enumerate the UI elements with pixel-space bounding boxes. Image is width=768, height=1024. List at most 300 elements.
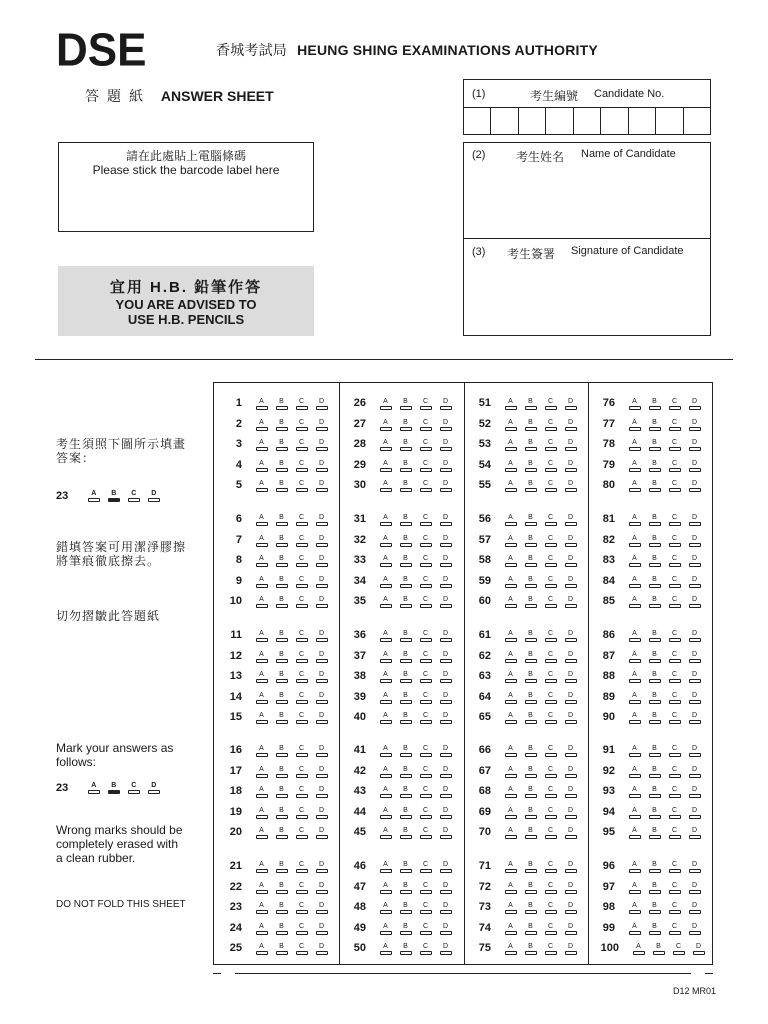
option-c-bubble[interactable] bbox=[124, 490, 143, 502]
answer-bubble[interactable] bbox=[440, 753, 452, 757]
option-c-bubble[interactable] bbox=[665, 480, 684, 492]
answer-bubble[interactable] bbox=[400, 638, 412, 642]
option-a-bubble[interactable] bbox=[252, 555, 271, 567]
answer-bubble[interactable] bbox=[505, 753, 517, 757]
answer-bubble[interactable] bbox=[256, 563, 268, 567]
option-a-bubble[interactable] bbox=[376, 712, 395, 724]
answer-bubble[interactable] bbox=[525, 794, 537, 798]
option-c-bubble[interactable] bbox=[541, 861, 560, 873]
answer-bubble[interactable] bbox=[276, 753, 288, 757]
answer-bubble[interactable] bbox=[256, 815, 268, 819]
answer-bubble[interactable] bbox=[525, 753, 537, 757]
answer-bubble[interactable] bbox=[505, 468, 517, 472]
option-d-bubble[interactable] bbox=[561, 671, 580, 683]
answer-bubble[interactable] bbox=[565, 720, 577, 724]
answer-bubble[interactable] bbox=[629, 700, 641, 704]
option-b-bubble[interactable] bbox=[645, 576, 664, 588]
option-a-bubble[interactable] bbox=[625, 671, 644, 683]
answer-bubble[interactable] bbox=[545, 659, 557, 663]
option-c-bubble[interactable] bbox=[665, 555, 684, 567]
option-c-bubble[interactable] bbox=[665, 630, 684, 642]
option-b-bubble[interactable] bbox=[272, 861, 291, 873]
option-b-bubble[interactable] bbox=[396, 671, 415, 683]
option-b-bubble[interactable] bbox=[521, 692, 540, 704]
option-d-bubble[interactable] bbox=[436, 786, 455, 798]
answer-bubble[interactable] bbox=[505, 488, 517, 492]
option-a-bubble[interactable] bbox=[376, 514, 395, 526]
answer-bubble[interactable] bbox=[400, 951, 412, 955]
option-a-bubble[interactable] bbox=[376, 902, 395, 914]
answer-bubble[interactable] bbox=[525, 700, 537, 704]
answer-bubble[interactable] bbox=[505, 659, 517, 663]
option-c-bubble[interactable] bbox=[665, 766, 684, 778]
option-b-bubble[interactable] bbox=[645, 555, 664, 567]
answer-bubble[interactable] bbox=[276, 522, 288, 526]
answer-bubble[interactable] bbox=[256, 543, 268, 547]
option-b-bubble[interactable] bbox=[521, 882, 540, 894]
option-c-bubble[interactable] bbox=[541, 692, 560, 704]
option-c-bubble[interactable] bbox=[292, 766, 311, 778]
answer-bubble[interactable] bbox=[669, 910, 681, 914]
option-c-bubble[interactable] bbox=[416, 596, 435, 608]
answer-bubble[interactable] bbox=[669, 890, 681, 894]
answer-bubble[interactable] bbox=[380, 794, 392, 798]
answer-bubble[interactable] bbox=[400, 563, 412, 567]
option-d-bubble[interactable] bbox=[561, 460, 580, 472]
answer-bubble[interactable] bbox=[629, 835, 641, 839]
option-a-bubble[interactable] bbox=[252, 943, 271, 955]
answer-bubble[interactable] bbox=[629, 604, 641, 608]
answer-bubble[interactable] bbox=[380, 638, 392, 642]
option-d-bubble[interactable] bbox=[685, 419, 704, 431]
option-d-bubble[interactable] bbox=[312, 943, 331, 955]
answer-bubble[interactable] bbox=[669, 835, 681, 839]
option-b-bubble[interactable] bbox=[521, 460, 540, 472]
option-b-bubble[interactable] bbox=[272, 943, 291, 955]
answer-bubble[interactable] bbox=[525, 543, 537, 547]
option-c-bubble[interactable] bbox=[416, 861, 435, 873]
option-b-bubble[interactable] bbox=[396, 712, 415, 724]
answer-bubble[interactable] bbox=[649, 522, 661, 526]
answer-bubble[interactable] bbox=[649, 700, 661, 704]
option-c-bubble[interactable] bbox=[416, 535, 435, 547]
option-d-bubble[interactable] bbox=[436, 943, 455, 955]
answer-bubble[interactable] bbox=[400, 774, 412, 778]
option-b-bubble[interactable] bbox=[272, 902, 291, 914]
option-b-bubble[interactable] bbox=[272, 882, 291, 894]
answer-bubble[interactable] bbox=[689, 869, 701, 873]
option-d-bubble[interactable] bbox=[685, 902, 704, 914]
option-c-bubble[interactable] bbox=[541, 827, 560, 839]
option-a-bubble[interactable] bbox=[252, 460, 271, 472]
answer-bubble[interactable] bbox=[420, 427, 432, 431]
answer-bubble[interactable] bbox=[689, 835, 701, 839]
option-b-bubble[interactable] bbox=[396, 419, 415, 431]
option-d-bubble[interactable] bbox=[561, 576, 580, 588]
answer-bubble[interactable] bbox=[316, 774, 328, 778]
option-d-bubble[interactable] bbox=[561, 902, 580, 914]
answer-bubble[interactable] bbox=[316, 468, 328, 472]
answer-bubble[interactable] bbox=[545, 604, 557, 608]
answer-bubble[interactable] bbox=[276, 659, 288, 663]
option-b-bubble[interactable] bbox=[521, 671, 540, 683]
option-c-bubble[interactable] bbox=[416, 460, 435, 472]
answer-bubble[interactable] bbox=[649, 679, 661, 683]
answer-bubble[interactable] bbox=[440, 584, 452, 588]
option-d-bubble[interactable] bbox=[312, 439, 331, 451]
option-d-bubble[interactable] bbox=[561, 943, 580, 955]
answer-bubble[interactable] bbox=[649, 815, 661, 819]
answer-bubble[interactable] bbox=[296, 890, 308, 894]
answer-bubble[interactable] bbox=[440, 951, 452, 955]
answer-bubble[interactable] bbox=[420, 447, 432, 451]
answer-bubble[interactable] bbox=[629, 869, 641, 873]
option-c-bubble[interactable] bbox=[665, 882, 684, 894]
answer-bubble[interactable] bbox=[689, 488, 701, 492]
answer-bubble[interactable] bbox=[420, 659, 432, 663]
answer-bubble[interactable] bbox=[545, 488, 557, 492]
option-d-bubble[interactable] bbox=[312, 596, 331, 608]
answer-bubble[interactable] bbox=[316, 488, 328, 492]
option-c-bubble[interactable] bbox=[541, 514, 560, 526]
option-a-bubble[interactable] bbox=[501, 555, 520, 567]
option-a-bubble[interactable] bbox=[501, 882, 520, 894]
answer-bubble[interactable] bbox=[148, 498, 160, 502]
answer-bubble[interactable] bbox=[565, 406, 577, 410]
option-a-bubble[interactable] bbox=[252, 480, 271, 492]
answer-bubble[interactable] bbox=[420, 604, 432, 608]
option-a-bubble[interactable] bbox=[501, 419, 520, 431]
answer-bubble[interactable] bbox=[400, 679, 412, 683]
answer-bubble[interactable] bbox=[545, 835, 557, 839]
option-b-bubble[interactable] bbox=[396, 786, 415, 798]
option-d-bubble[interactable] bbox=[436, 596, 455, 608]
answer-bubble[interactable] bbox=[629, 720, 641, 724]
answer-bubble[interactable] bbox=[565, 468, 577, 472]
answer-bubble[interactable] bbox=[296, 604, 308, 608]
option-d-bubble[interactable] bbox=[685, 535, 704, 547]
option-b-bubble[interactable] bbox=[396, 576, 415, 588]
answer-bubble[interactable] bbox=[296, 700, 308, 704]
answer-bubble[interactable] bbox=[316, 794, 328, 798]
option-b-bubble[interactable] bbox=[396, 861, 415, 873]
answer-bubble[interactable] bbox=[316, 604, 328, 608]
answer-bubble[interactable] bbox=[545, 700, 557, 704]
option-a-bubble[interactable] bbox=[252, 902, 271, 914]
answer-bubble[interactable] bbox=[400, 543, 412, 547]
option-d-bubble[interactable] bbox=[312, 576, 331, 588]
option-c-bubble[interactable] bbox=[665, 712, 684, 724]
option-b-bubble[interactable] bbox=[396, 460, 415, 472]
option-d-bubble[interactable] bbox=[561, 766, 580, 778]
option-b-bubble[interactable] bbox=[521, 745, 540, 757]
answer-bubble[interactable] bbox=[545, 447, 557, 451]
answer-bubble[interactable] bbox=[296, 447, 308, 451]
option-c-bubble[interactable] bbox=[416, 923, 435, 935]
answer-bubble[interactable] bbox=[400, 427, 412, 431]
answer-bubble[interactable] bbox=[669, 427, 681, 431]
answer-bubble[interactable] bbox=[629, 774, 641, 778]
option-d-bubble[interactable] bbox=[561, 923, 580, 935]
answer-bubble[interactable] bbox=[669, 931, 681, 935]
answer-bubble[interactable] bbox=[256, 604, 268, 608]
option-c-bubble[interactable] bbox=[416, 902, 435, 914]
answer-bubble[interactable] bbox=[649, 604, 661, 608]
answer-bubble[interactable] bbox=[505, 700, 517, 704]
option-c-bubble[interactable] bbox=[669, 943, 688, 955]
answer-bubble[interactable] bbox=[276, 468, 288, 472]
option-c-bubble[interactable] bbox=[665, 460, 684, 472]
answer-bubble[interactable] bbox=[400, 890, 412, 894]
answer-bubble[interactable] bbox=[400, 659, 412, 663]
option-d-bubble[interactable] bbox=[436, 514, 455, 526]
option-a-bubble[interactable] bbox=[501, 439, 520, 451]
option-c-bubble[interactable] bbox=[292, 692, 311, 704]
option-d-bubble[interactable] bbox=[436, 827, 455, 839]
option-a-bubble[interactable] bbox=[625, 398, 644, 410]
answer-bubble[interactable] bbox=[380, 753, 392, 757]
option-a-bubble[interactable] bbox=[625, 827, 644, 839]
option-d-bubble[interactable] bbox=[436, 480, 455, 492]
option-b-bubble[interactable] bbox=[521, 651, 540, 663]
answer-bubble[interactable] bbox=[420, 931, 432, 935]
answer-bubble[interactable] bbox=[649, 869, 661, 873]
option-a-bubble[interactable] bbox=[501, 651, 520, 663]
option-a-bubble[interactable] bbox=[625, 786, 644, 798]
option-d-bubble[interactable] bbox=[312, 861, 331, 873]
option-d-bubble[interactable] bbox=[312, 692, 331, 704]
answer-bubble[interactable] bbox=[669, 869, 681, 873]
answer-bubble[interactable] bbox=[440, 659, 452, 663]
candidate-name-field[interactable] bbox=[464, 143, 710, 238]
option-a-bubble[interactable] bbox=[252, 419, 271, 431]
option-a-bubble[interactable] bbox=[252, 712, 271, 724]
answer-bubble[interactable] bbox=[669, 584, 681, 588]
answer-bubble[interactable] bbox=[629, 563, 641, 567]
option-a-bubble[interactable] bbox=[501, 630, 520, 642]
answer-bubble[interactable] bbox=[505, 931, 517, 935]
answer-bubble[interactable] bbox=[316, 427, 328, 431]
answer-bubble[interactable] bbox=[669, 543, 681, 547]
option-a-bubble[interactable] bbox=[376, 398, 395, 410]
option-a-bubble[interactable] bbox=[376, 827, 395, 839]
option-c-bubble[interactable] bbox=[416, 827, 435, 839]
answer-bubble[interactable] bbox=[649, 659, 661, 663]
option-a-bubble[interactable] bbox=[376, 439, 395, 451]
option-b-bubble[interactable] bbox=[645, 786, 664, 798]
answer-bubble[interactable] bbox=[545, 543, 557, 547]
answer-bubble[interactable] bbox=[689, 700, 701, 704]
answer-bubble[interactable] bbox=[669, 753, 681, 757]
answer-bubble[interactable] bbox=[276, 794, 288, 798]
answer-bubble[interactable] bbox=[380, 700, 392, 704]
option-a-bubble[interactable] bbox=[625, 923, 644, 935]
option-b-bubble[interactable] bbox=[272, 398, 291, 410]
option-c-bubble[interactable] bbox=[416, 480, 435, 492]
option-b-bubble[interactable] bbox=[645, 535, 664, 547]
answer-bubble[interactable] bbox=[505, 638, 517, 642]
option-b-bubble[interactable] bbox=[272, 576, 291, 588]
option-a-bubble[interactable] bbox=[252, 786, 271, 798]
answer-bubble[interactable] bbox=[316, 931, 328, 935]
option-a-bubble[interactable] bbox=[252, 514, 271, 526]
answer-bubble[interactable] bbox=[420, 563, 432, 567]
option-b-bubble[interactable] bbox=[521, 576, 540, 588]
option-d-bubble[interactable] bbox=[685, 398, 704, 410]
answer-bubble[interactable] bbox=[440, 774, 452, 778]
answer-bubble[interactable] bbox=[316, 406, 328, 410]
option-b-bubble[interactable] bbox=[272, 807, 291, 819]
option-d-bubble[interactable] bbox=[689, 943, 708, 955]
answer-bubble[interactable] bbox=[108, 498, 120, 502]
answer-bubble[interactable] bbox=[440, 543, 452, 547]
answer-bubble[interactable] bbox=[400, 835, 412, 839]
option-c-bubble[interactable] bbox=[665, 419, 684, 431]
option-b-bubble[interactable] bbox=[645, 460, 664, 472]
answer-bubble[interactable] bbox=[629, 406, 641, 410]
option-d-bubble[interactable] bbox=[312, 923, 331, 935]
answer-bubble[interactable] bbox=[296, 869, 308, 873]
option-b-bubble[interactable] bbox=[521, 514, 540, 526]
answer-bubble[interactable] bbox=[256, 910, 268, 914]
answer-bubble[interactable] bbox=[316, 584, 328, 588]
answer-bubble[interactable] bbox=[296, 584, 308, 588]
answer-bubble[interactable] bbox=[256, 522, 268, 526]
answer-bubble[interactable] bbox=[565, 659, 577, 663]
option-d-bubble[interactable] bbox=[561, 882, 580, 894]
option-b-bubble[interactable] bbox=[645, 861, 664, 873]
answer-bubble[interactable] bbox=[669, 563, 681, 567]
answer-bubble[interactable] bbox=[440, 563, 452, 567]
option-c-bubble[interactable] bbox=[541, 671, 560, 683]
option-d-bubble[interactable] bbox=[561, 514, 580, 526]
option-a-bubble[interactable] bbox=[501, 480, 520, 492]
option-c-bubble[interactable] bbox=[541, 535, 560, 547]
answer-bubble[interactable] bbox=[400, 468, 412, 472]
answer-bubble[interactable] bbox=[545, 951, 557, 955]
answer-bubble[interactable] bbox=[629, 638, 641, 642]
answer-bubble[interactable] bbox=[440, 638, 452, 642]
option-b-bubble[interactable] bbox=[645, 630, 664, 642]
answer-bubble[interactable] bbox=[316, 910, 328, 914]
answer-bubble[interactable] bbox=[256, 679, 268, 683]
option-b-bubble[interactable] bbox=[272, 692, 291, 704]
option-b-bubble[interactable] bbox=[521, 902, 540, 914]
option-b-bubble[interactable] bbox=[521, 861, 540, 873]
answer-bubble[interactable] bbox=[525, 488, 537, 492]
option-d-bubble[interactable] bbox=[685, 630, 704, 642]
answer-bubble[interactable] bbox=[400, 584, 412, 588]
option-b-bubble[interactable] bbox=[396, 943, 415, 955]
answer-bubble[interactable] bbox=[276, 774, 288, 778]
option-b-bubble[interactable] bbox=[521, 439, 540, 451]
answer-bubble[interactable] bbox=[296, 659, 308, 663]
option-c-bubble[interactable] bbox=[541, 630, 560, 642]
answer-bubble[interactable] bbox=[525, 468, 537, 472]
option-b-bubble[interactable] bbox=[645, 807, 664, 819]
answer-bubble[interactable] bbox=[669, 406, 681, 410]
option-a-bubble[interactable] bbox=[252, 535, 271, 547]
option-d-bubble[interactable] bbox=[436, 460, 455, 472]
answer-bubble[interactable] bbox=[440, 488, 452, 492]
option-c-bubble[interactable] bbox=[416, 671, 435, 683]
answer-bubble[interactable] bbox=[256, 488, 268, 492]
answer-bubble[interactable] bbox=[256, 584, 268, 588]
answer-bubble[interactable] bbox=[380, 910, 392, 914]
option-b-bubble[interactable] bbox=[396, 766, 415, 778]
answer-bubble[interactable] bbox=[400, 794, 412, 798]
answer-bubble[interactable] bbox=[256, 774, 268, 778]
answer-bubble[interactable] bbox=[525, 427, 537, 431]
answer-bubble[interactable] bbox=[380, 869, 392, 873]
option-c-bubble[interactable] bbox=[665, 576, 684, 588]
answer-bubble[interactable] bbox=[316, 815, 328, 819]
answer-bubble[interactable] bbox=[296, 835, 308, 839]
answer-bubble[interactable] bbox=[256, 794, 268, 798]
option-a-bubble[interactable] bbox=[252, 827, 271, 839]
option-a-bubble[interactable] bbox=[376, 630, 395, 642]
option-d-bubble[interactable] bbox=[685, 576, 704, 588]
option-b-bubble[interactable] bbox=[396, 630, 415, 642]
answer-bubble[interactable] bbox=[545, 406, 557, 410]
option-b-bubble[interactable] bbox=[272, 480, 291, 492]
answer-bubble[interactable] bbox=[565, 522, 577, 526]
answer-bubble[interactable] bbox=[380, 522, 392, 526]
option-a-bubble[interactable] bbox=[625, 460, 644, 472]
answer-bubble[interactable] bbox=[400, 869, 412, 873]
option-a-bubble[interactable] bbox=[376, 555, 395, 567]
candidate-number-cell[interactable] bbox=[629, 108, 656, 135]
answer-bubble[interactable] bbox=[633, 951, 645, 955]
option-d-bubble[interactable] bbox=[561, 630, 580, 642]
option-c-bubble[interactable] bbox=[292, 923, 311, 935]
option-c-bubble[interactable] bbox=[416, 786, 435, 798]
option-a-bubble[interactable] bbox=[252, 630, 271, 642]
answer-bubble[interactable] bbox=[296, 427, 308, 431]
option-c-bubble[interactable] bbox=[541, 766, 560, 778]
answer-bubble[interactable] bbox=[565, 488, 577, 492]
option-b-bubble[interactable] bbox=[645, 651, 664, 663]
option-d-bubble[interactable] bbox=[436, 807, 455, 819]
option-c-bubble[interactable] bbox=[541, 882, 560, 894]
answer-bubble[interactable] bbox=[276, 679, 288, 683]
answer-bubble[interactable] bbox=[689, 604, 701, 608]
answer-bubble[interactable] bbox=[440, 522, 452, 526]
option-a-bubble[interactable] bbox=[501, 766, 520, 778]
option-d-bubble[interactable] bbox=[561, 596, 580, 608]
answer-bubble[interactable] bbox=[296, 951, 308, 955]
option-d-bubble[interactable] bbox=[312, 480, 331, 492]
answer-bubble[interactable] bbox=[649, 543, 661, 547]
answer-bubble[interactable] bbox=[440, 700, 452, 704]
option-c-bubble[interactable] bbox=[665, 692, 684, 704]
option-d-bubble[interactable] bbox=[436, 861, 455, 873]
answer-bubble[interactable] bbox=[505, 427, 517, 431]
option-a-bubble[interactable] bbox=[376, 576, 395, 588]
option-d-bubble[interactable] bbox=[144, 490, 163, 502]
answer-bubble[interactable] bbox=[629, 447, 641, 451]
answer-bubble[interactable] bbox=[565, 584, 577, 588]
answer-bubble[interactable] bbox=[689, 563, 701, 567]
option-d-bubble[interactable] bbox=[436, 882, 455, 894]
option-d-bubble[interactable] bbox=[685, 555, 704, 567]
answer-bubble[interactable] bbox=[316, 659, 328, 663]
option-b-bubble[interactable] bbox=[272, 596, 291, 608]
option-a-bubble[interactable] bbox=[376, 861, 395, 873]
option-b-bubble[interactable] bbox=[272, 923, 291, 935]
option-d-bubble[interactable] bbox=[436, 439, 455, 451]
answer-bubble[interactable] bbox=[256, 468, 268, 472]
